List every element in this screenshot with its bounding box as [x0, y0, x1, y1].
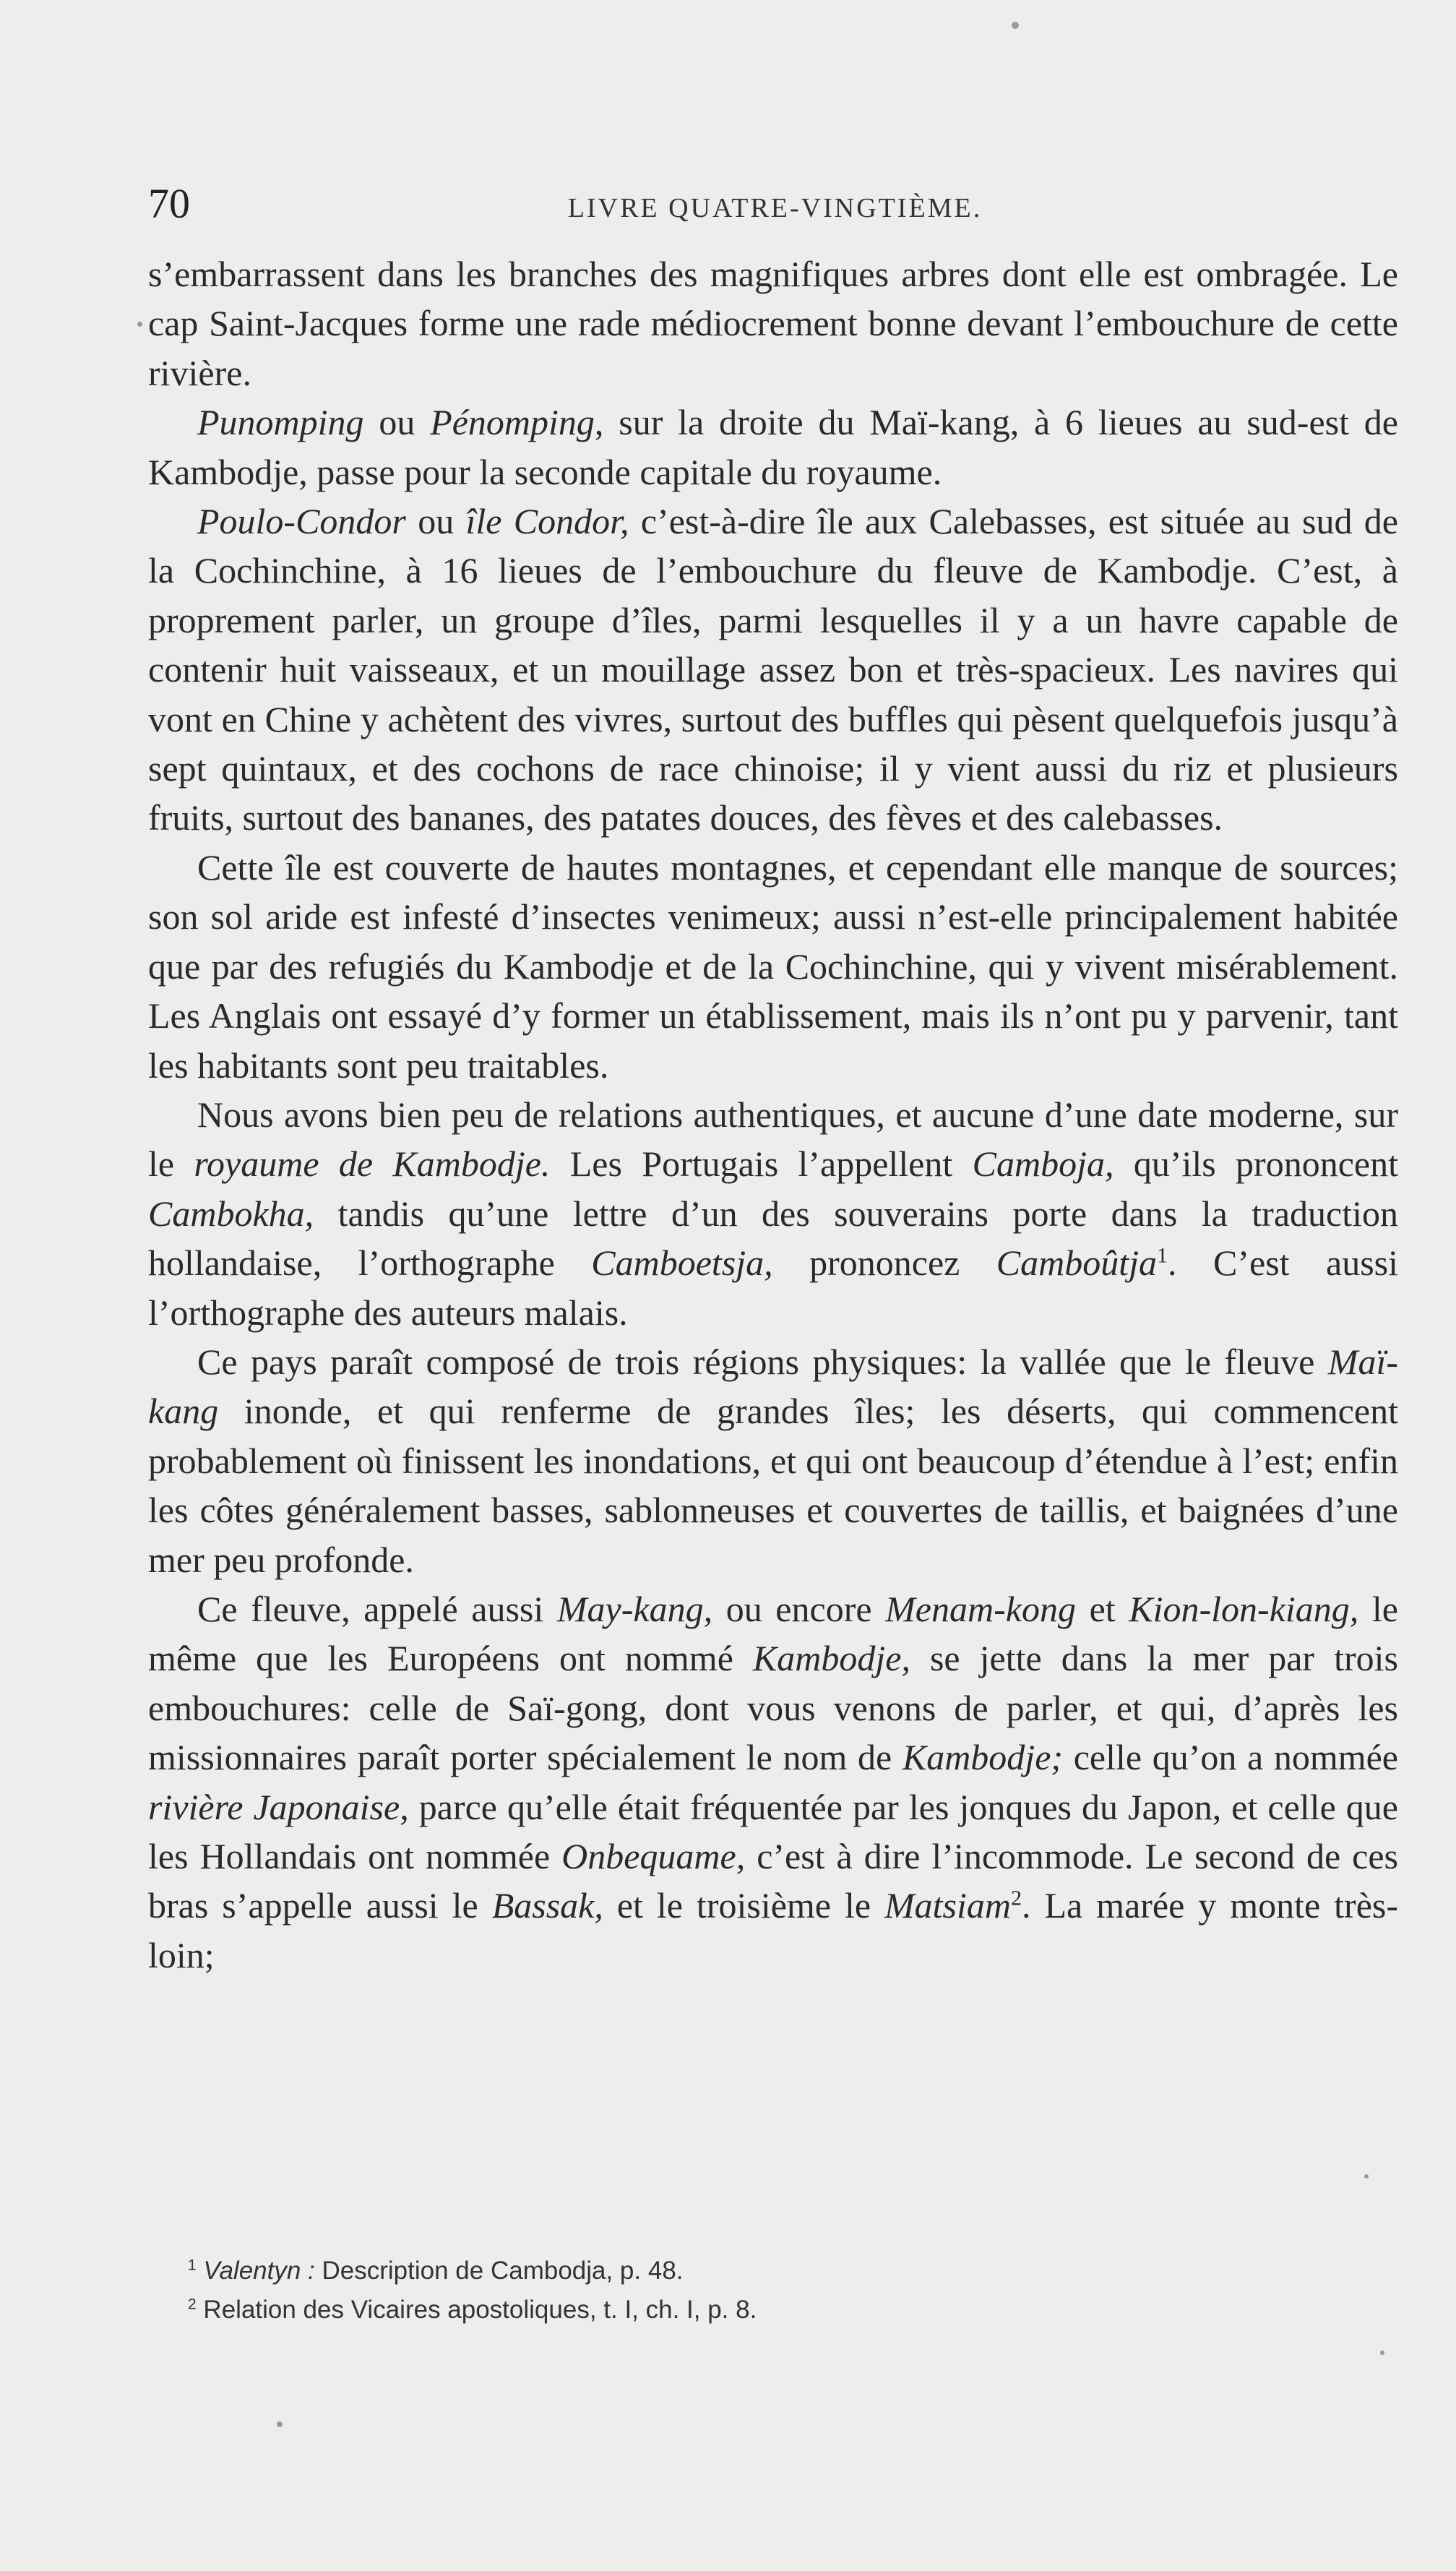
footnote-text: Description de Cambodja, p. 48. — [314, 2257, 684, 2285]
page-number: 70 — [148, 180, 190, 227]
footnote-author: Valentyn : — [203, 2257, 315, 2285]
place-name: May-kang, — [556, 1588, 713, 1629]
place-name: Bassak, — [491, 1885, 603, 1926]
footnotes — [188, 2252, 1344, 2330]
place-name: rivière Japonaise, — [148, 1786, 409, 1827]
footnote — [188, 2291, 1344, 2330]
page-header — [148, 172, 1402, 230]
body-text — [148, 249, 1398, 1980]
place-name: Maï-kang — [148, 1341, 1398, 1432]
place-name: Camboetsja, — [591, 1242, 773, 1284]
paragraph: Punomping ou Pénomping, sur la droite du Maï-kang, à 6 lieues au sud-est de Kambodje, passe pour la seconde capitale du royaume. — [148, 402, 1398, 492]
footnote-text: Relation des Vicaires apostoliques, t. I, ch. I, p. 8. — [203, 2296, 757, 2324]
place-name: Poulo-Condor — [197, 501, 406, 542]
place-name: royaume de Kambodje. — [194, 1143, 551, 1185]
place-name: Matsiam — [884, 1885, 1012, 1926]
footnote — [188, 2252, 1344, 2291]
place-name: Onbequame, — [561, 1836, 746, 1876]
paper-speck — [137, 322, 142, 327]
paragraph: Cette île est couverte de hautes montagnes, et cependant elle manque de sources; son sol aride est infesté d’insectes venimeux; aussi n’est-elle principalement habitée que par des refugiés du Kambodje et de la Cochinchine, qui y vivent misérablement. Les Anglais ont essayé d’y former un établissement, mais ils n’ont pu y parvenir, tant les habitants sont peu traitables. — [148, 846, 1398, 1086]
place-name: Cambokha, — [148, 1193, 314, 1234]
running-title: LIVRE QUATRE-VINGTIÈME. — [567, 193, 983, 223]
paper-speck — [277, 2421, 283, 2427]
place-name: Kambodje, — [752, 1638, 910, 1679]
place-name: Camboja, — [972, 1143, 1114, 1185]
footnote-mark: 2 — [188, 2296, 197, 2313]
place-name: Kambodje; — [902, 1737, 1064, 1778]
place-name: Kion-lon-kiang, — [1129, 1588, 1359, 1629]
paper-speck — [1012, 22, 1019, 29]
place-name: île Condor, — [465, 501, 629, 542]
paragraph: Poulo-Condor ou île Condor, c’est-à-dire île aux Calebasses, est située au sud de la Cochinchine, à 16 lieues de l’embouchure du fleuve de Kambodje. C’est, à proprement parler, un groupe d’îles, parmi lesquelles il y a un havre capable de contenir huit vaisseaux, et un mouillage assez bon et très-spacieux. Les navires qui vont en Chine y achètent des vivres, surtout des buffles qui pèsent quelquefois jusqu’à sept quintaux, et des cochons de race chinoise; il y vient aussi du riz et plusieurs fruits, surtout des bananes, des patates douces, des fèves et des calebasses. — [148, 501, 1398, 838]
place-name: Punomping — [197, 402, 364, 443]
place-name: Camboûtja — [996, 1242, 1158, 1284]
footnote-ref: 1 — [1157, 1243, 1168, 1268]
paper-speck — [1364, 2174, 1369, 2179]
footnote-mark: 1 — [188, 2257, 197, 2274]
paragraph: Ce fleuve, appelé aussi May-kang, ou encore Menam-kong et Kion-lon-kiang, le même que les Européens ont nommé Kambodje, se jette dans la mer par trois embouchures: celle de Saï-gong, dont vous venons de parler, et qui, d’après les missionnaires paraît porter spécialement le nom de Kambodje; celle qu’on a nommée rivière Japonaise, parce qu’elle était fréquentée par les jonques du Japon, et celle que les Hollandais ont nommée Onbequame, c’est à dire l’incommode. Le second de ces bras s’appelle aussi le Bassak, et le troisième le Matsiam$^2$. La marée y monte très-loin; — [148, 1588, 1399, 1975]
paper-speck — [1380, 2351, 1384, 2355]
paragraph: s’embarrassent dans les branches des magnifiques arbres dont elle est ombragée. Le cap Saint-Jacques forme une rade médiocrement bonne devant l’embouchure de cette rivière. — [148, 254, 1398, 393]
footnote-ref: 2 — [1011, 1886, 1022, 1910]
paragraph: Nous avons bien peu de relations authentiques, et aucune d’une date moderne, sur le royaume de Kambodje. Les Portugais l’appellent Camboja, qu’ils prononcent Cambokha, tandis qu’une lettre d’un des souverains porte dans la traduction hollandaise, l’orthographe Camboetsja, prononcez Camboûtja$^1$. C’est aussi l’orthographe des auteurs malais. — [148, 1094, 1398, 1333]
place-name: Pénomping — [430, 402, 595, 443]
paragraph: Ce pays paraît composé de trois régions physiques: la vallée que le fleuve Maï-kang inonde, et qui renferme de grandes îles; les déserts, qui commencent probablement où finissent les inondations, et qui ont beaucoup d’étendue à l’est; enfin les côtes généralement basses, sablonneuses et couvertes de taillis, et baignées d’une mer peu profonde. — [148, 1341, 1398, 1580]
place-name: Menam-kong — [885, 1588, 1076, 1629]
